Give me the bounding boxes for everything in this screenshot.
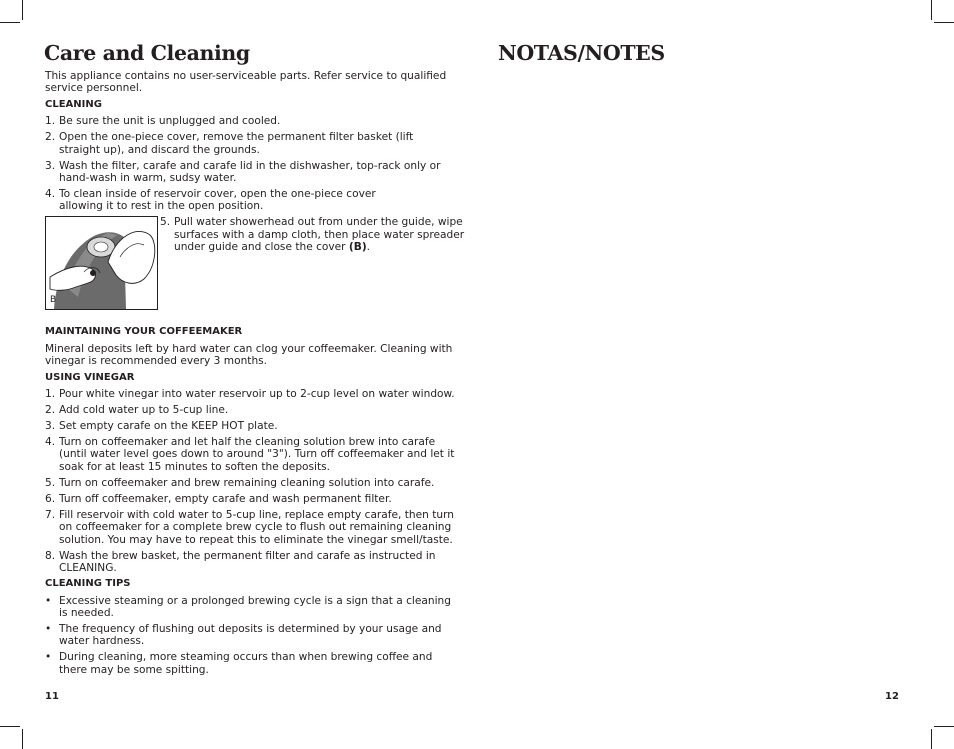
list-item: 2. Add cold water up to 5-cup line. [45, 404, 229, 417]
illustration-figure-b [45, 216, 158, 310]
vinegar-heading: USING VINEGAR [45, 371, 135, 383]
list-item: 8. Wash the brew basket, the permanent filter and carafe as instructed in CLEANING. [45, 549, 436, 575]
crop-mark [934, 22, 954, 23]
left-page [44, 40, 465, 680]
cleaning-step-5: 5. Pull water showerhead out from under the guide, wipe surfaces with a damp cloth, then place water spreader under guide and close the cover (B). [160, 216, 465, 254]
list-item: • Excessive steaming or a prolonged brewing cycle is a sign that a cleaning is needed. [45, 594, 451, 619]
cleaning-steps [45, 115, 457, 213]
tips-heading: CLEANING TIPS [45, 578, 131, 590]
notes-title: NOTAS/NOTES [498, 41, 665, 65]
list-item: 4. Turn on coffeemaker and let half the cleaning solution brew into carafe (until water level goes down to around "3"). Turn off coffeemaker and let it soak for at least 15 minutes to soften the deposits. [45, 436, 455, 473]
crop-mark [0, 22, 20, 23]
crop-mark [931, 0, 932, 20]
list-item: 3. Set empty carafe on the KEEP HOT plate. [45, 420, 278, 433]
maintaining-text: Mineral deposits left by hard water can clog your coffeemaker. Cleaning with vinegar is recommended every 3 months. [45, 342, 453, 368]
figure-row [45, 216, 465, 312]
list-item: 1. Be sure the unit is unplugged and cooled. [45, 115, 281, 128]
figure-label: B [50, 295, 57, 306]
intro-text: This appliance contains no user-serviceable parts. Refer service to qualified service personnel. [45, 70, 447, 95]
maintaining-heading: MAINTAINING YOUR COFFEEMAKER [45, 326, 243, 338]
crop-mark [22, 0, 23, 20]
crop-mark [0, 726, 20, 727]
crop-mark [22, 729, 23, 749]
crop-mark [934, 726, 954, 727]
page-number-right: 12 [885, 691, 899, 702]
cleaning-heading: CLEANING [45, 98, 102, 110]
tips-list [45, 595, 457, 677]
list-item: • During cleaning, more steaming occurs than when brewing coffee and there may be some spitting. [45, 651, 433, 676]
list-item: 4. To clean inside of reservoir cover, open the one-piece cover allowing it to rest in the open position. [45, 188, 376, 213]
hand-cleaning-icon [46, 217, 157, 309]
page-number-left: 11 [45, 691, 59, 702]
list-item: 5. Turn on coffeemaker and brew remaining cleaning solution into carafe. [45, 476, 435, 489]
list-item: 6. Turn off coffeemaker, empty carafe and wash permanent filter. [45, 492, 392, 505]
list-item: 3. Wash the filter, carafe and carafe lid in the dishwasher, top-rack only or hand-wash in warm, sudsy water. [45, 159, 441, 185]
list-item: • The frequency of flushing out deposits is determined by your usage and water hardness. [45, 622, 442, 648]
vinegar-steps [45, 388, 457, 574]
crop-mark [931, 729, 932, 749]
list-item: 7. Fill reservoir with cold water to 5-cup line, replace empty carafe, then turn on coffeemaker for a complete brew cycle to flush out remaining cleaning solution. You may have to repeat this to eliminate the vinegar smell/taste. [45, 508, 454, 546]
list-item: 2. Open the one-piece cover, remove the permanent filter basket (lift straight up), and discard the grounds. [45, 131, 414, 156]
page-title: Care and Cleaning [44, 41, 250, 65]
list-item: 1. Pour white vinegar into water reservoir up to 2-cup level on water window. [45, 388, 455, 401]
